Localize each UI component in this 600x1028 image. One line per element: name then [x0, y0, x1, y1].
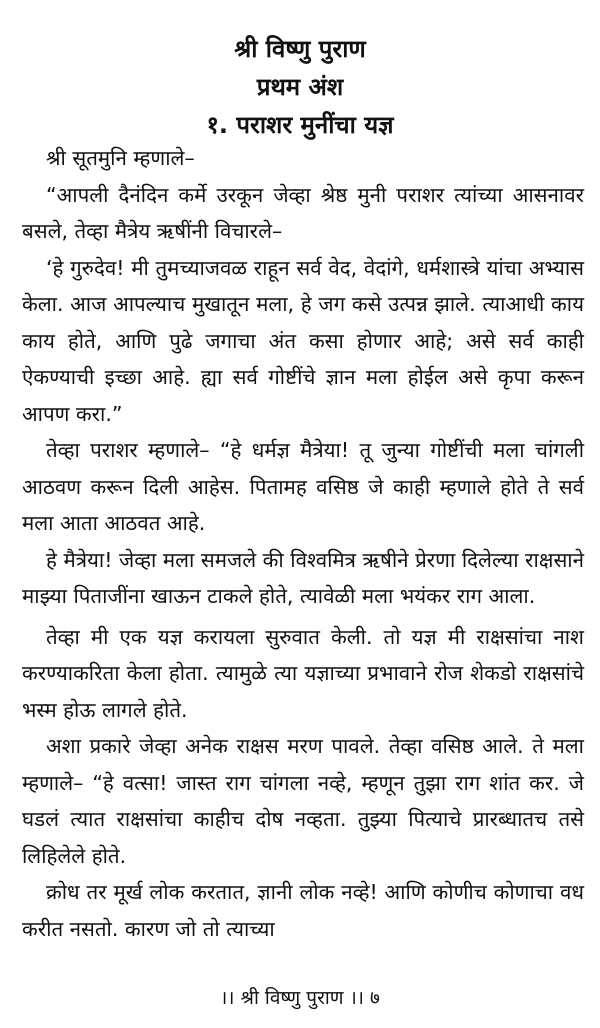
paragraph: अशा प्रकारे जेव्हा अनेक राक्षस मरण पावले. तेव्हा वसिष्ठ आले. ते मला म्हणाले– “हे वत्सा! जास्त राग चांगला नव्हे, म्हणून तुझा राग शांत कर. जे घडलं त्यात राक्षसांचा काहीच दोष नव्हता. तुझ्या पित्याचे प्रारब्धातच तसे लिहिलेले होते. [22, 734, 584, 868]
part-title: प्रथम अंश [256, 73, 344, 101]
title-block [0, 30, 600, 144]
paragraph: तेव्हा पराशर म्हणाले– “हे धर्मज्ञ मैत्रेया! तू जुन्या गोष्टींची मला चांगली आठवण करून दिली आहेस. पितामह वसिष्ठ जे काही म्हणाले होते ते सर्व मला आता आठवत आहे. [22, 438, 584, 535]
paragraph: “आपली दैनंदिन कर्मे उरकून जेव्हा श्रेष्ठ मुनी पराशर त्यांच्या आसनावर बसले, तेव्हा मैत्रेय ऋषींनी विचारले– [22, 182, 584, 243]
chapter-title: १. पराशर मुनींचा यज्ञ [206, 111, 394, 139]
paragraph: हे मैत्रेया! जेव्हा मला समजले की विश्वमित्र ऋषीने प्रेरणा दिलेल्या राक्षसाने माझ्या पिताजींना खाऊन टाकले होते, त्यावेळी मला भयंकर राग आला. [22, 547, 584, 608]
paragraph: श्री सूतमुनि म्हणाले– [46, 146, 195, 170]
page-footer: ।। श्री विष्णु पुराण ।। ७ [220, 987, 380, 1009]
book-title: श्री विष्णु पुराण [234, 35, 366, 63]
paragraph: ‘हे गुरुदेव! मी तुमच्याजवळ राहून सर्व वेद, वेदांगे, धर्मशास्त्रे यांचा अभ्यास केला. आज आपल्याच मुखातून मला, हे जग कसे उत्पन्न झाले. त्याआधी काय काय होते, आणि पुढे जगाचा अंत कसा होणार आहे; असे सर्व काही ऐकण्याची इच्छा आहे. ह्या सर्व गोष्टींचे ज्ञान मला होईल असे कृपा करून आपण करा.” [22, 255, 584, 426]
paragraph: क्रोध तर मूर्ख लोक करतात, ज्ञानी लोक नव्हे! आणि कोणीच कोणाचा वध करीत नसतो. कारण जो तो त्याच्या [22, 880, 584, 941]
paragraph: तेव्हा मी एक यज्ञ करायला सुरुवात केली. तो यज्ञ मी राक्षसांचा नाश करण्याकरिता केला होता. त्यामुळे त्या यज्ञाच्या प्रभावाने रोज शेकडो राक्षसांचे भस्म होऊ लागले होते. [22, 624, 584, 722]
page-body [22, 140, 584, 947]
